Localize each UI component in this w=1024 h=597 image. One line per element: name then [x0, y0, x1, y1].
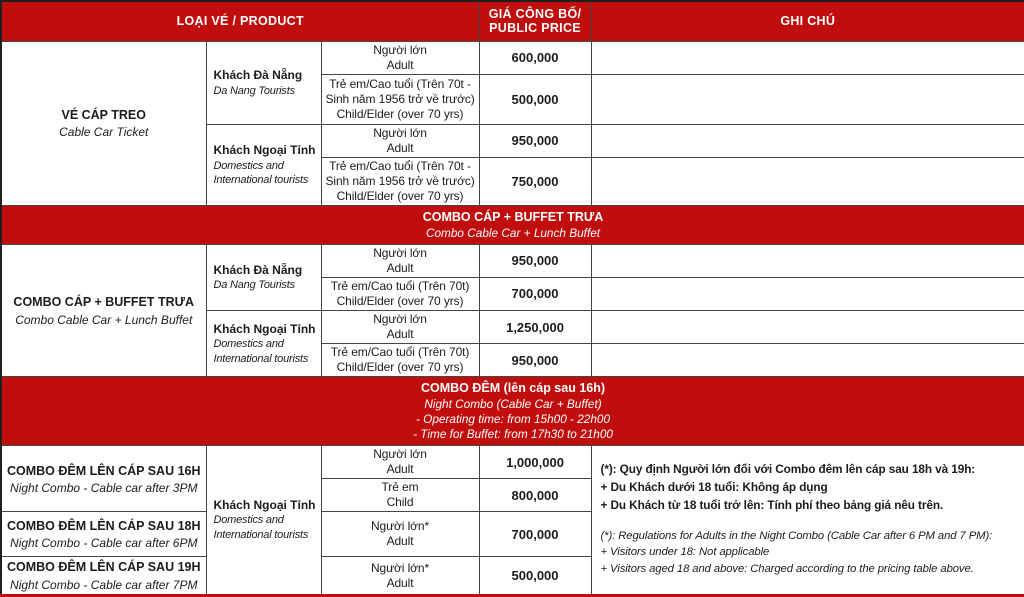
- ticket-type-line: Adult: [386, 462, 414, 477]
- ticket-type-cell: [321, 74, 479, 124]
- ticket-type-cell: [321, 41, 479, 74]
- header-notes: GHI CHÚ: [591, 1, 1024, 41]
- note-empty-cell: [591, 344, 1024, 377]
- price-cell: 700,000: [479, 277, 591, 310]
- band-buffet-time: - Time for Buffet: from 17h30 to 21h00: [413, 426, 613, 441]
- group-label-en: International tourists: [213, 353, 309, 366]
- section-night-16h-title: [1, 446, 206, 512]
- ticket-type-line: Adult: [386, 327, 414, 342]
- ticket-type-cell: [321, 344, 479, 377]
- price-cell: 500,000: [479, 74, 591, 124]
- note-empty-cell: [591, 74, 1024, 124]
- price-cell: 750,000: [479, 157, 591, 205]
- note-empty-cell: [591, 311, 1024, 344]
- band-combo-lunch: [1, 206, 1024, 244]
- group-other-tourists: [206, 446, 321, 596]
- section-cable-car-title: [1, 41, 206, 206]
- group-label-en: International tourists: [213, 174, 309, 187]
- notes-cell: [591, 446, 1024, 596]
- ticket-type-cell: [321, 311, 479, 344]
- price-cell: 950,000: [479, 124, 591, 157]
- note-vn-line: (*): Quy định Người lớn đối với Combo đêm lên cáp sau 18h và 19h:: [600, 462, 976, 477]
- ticket-type-cell: [321, 157, 479, 205]
- price-cell: 1,250,000: [479, 311, 591, 344]
- night-combo-title-vn: COMBO ĐÊM LÊN CÁP SAU 16H: [6, 463, 201, 478]
- group-label-vn: Khách Ngoại Tỉnh: [213, 142, 316, 157]
- night-combo-title-vn: COMBO ĐÊM LÊN CÁP SAU 19H: [6, 560, 201, 575]
- price-cell: 950,000: [479, 244, 591, 277]
- group-other-tourists: [206, 124, 321, 206]
- section-combo-lunch-title: [1, 244, 206, 377]
- group-label-vn: Khách Ngoại Tỉnh: [213, 497, 316, 512]
- header-product: LOẠI VÉ / PRODUCT: [1, 1, 479, 41]
- group-danang-tourists: [206, 41, 321, 124]
- band-operating-time: - Operating time: from 15h00 - 22h00: [415, 411, 611, 426]
- note-vn-line: + Du Khách từ 18 tuổi trở lên: Tính phí theo bảng giá nêu trên.: [600, 497, 944, 512]
- ticket-type-line: Sinh năm 1956 trở về trước): [325, 174, 475, 189]
- group-label-vn: Khách Đà Nẵng: [213, 67, 303, 82]
- band-title-en: Combo Cable Car + Lunch Buffet: [425, 225, 601, 240]
- price-cell: 600,000: [479, 41, 591, 74]
- ticket-type-line: Adult: [386, 57, 414, 72]
- group-label-vn: Khách Ngoại Tỉnh: [213, 321, 316, 336]
- group-label-en: Da Nang Tourists: [213, 279, 295, 292]
- note-en-line: + Visitors under 18: Not applicable: [600, 546, 770, 559]
- ticket-type-line: Người lớn: [373, 447, 427, 462]
- price-cell: 700,000: [479, 512, 591, 557]
- note-empty-cell: [591, 124, 1024, 157]
- note-en-line: (*): Regulations for Adults in the Night Combo (Cable Car after 6 PM and 7 PM):: [600, 529, 993, 542]
- ticket-type-line: Adult: [386, 575, 414, 590]
- ticket-type-line: Người lớn*: [370, 519, 430, 534]
- section-band-row: [1, 377, 1024, 446]
- ticket-type-line: Người lớn: [373, 245, 427, 260]
- night-combo-title-en: Night Combo - Cable car after 7PM: [10, 577, 198, 592]
- ticket-type-cell: [321, 557, 479, 595]
- price-cell: 500,000: [479, 557, 591, 595]
- combo-lunch-title-vn: COMBO CÁP + BUFFET TRƯA: [13, 295, 195, 310]
- section-band-row: [1, 206, 1024, 244]
- table-row: [1, 446, 1024, 479]
- band-title-en: Night Combo (Cable Car + Buffet): [424, 396, 602, 411]
- price-cell: 950,000: [479, 344, 591, 377]
- ticket-type-line: Child: [386, 495, 414, 510]
- cable-car-title-en: Cable Car Ticket: [59, 125, 149, 140]
- ticket-type-line: Trẻ em: [381, 480, 419, 495]
- group-other-tourists: [206, 311, 321, 377]
- group-danang-tourists: [206, 244, 321, 310]
- ticket-type-line: Người lớn: [373, 125, 427, 140]
- ticket-type-cell: [321, 277, 479, 310]
- ticket-type-line: Người lớn: [373, 312, 427, 327]
- price-cell: 800,000: [479, 479, 591, 512]
- ticket-type-cell: [321, 244, 479, 277]
- section-night-19h-title: [1, 557, 206, 595]
- ticket-type-line: Trẻ em/Cao tuổi (Trên 70t -: [329, 158, 471, 173]
- header-price-line1: GIÁ CÔNG BỐ/: [488, 7, 582, 22]
- ticket-type-line: Người lớn*: [370, 560, 430, 575]
- ticket-type-line: Người lớn: [373, 42, 427, 57]
- ticket-type-cell: [321, 512, 479, 557]
- section-night-18h-title: [1, 512, 206, 557]
- note-empty-cell: [591, 157, 1024, 205]
- group-label-en: Da Nang Tourists: [213, 84, 295, 97]
- ticket-type-line: Child/Elder (over 70 yrs): [336, 189, 464, 204]
- ticket-type-cell: [321, 124, 479, 157]
- header-price-line2: PUBLIC PRICE: [489, 21, 581, 36]
- ticket-type-line: Trẻ em/Cao tuổi (Trên 70t): [330, 278, 470, 293]
- ticket-type-cell: [321, 479, 479, 512]
- group-label-en: Domestics and: [213, 159, 284, 172]
- note-vn-line: + Du Khách dưới 18 tuổi: Không áp dụng: [600, 480, 828, 495]
- ticket-type-line: Child/Elder (over 70 yrs): [336, 293, 464, 308]
- night-combo-title-vn: COMBO ĐÊM LÊN CÁP SAU 18H: [6, 519, 201, 534]
- night-combo-title-en: Night Combo - Cable car after 3PM: [10, 480, 198, 495]
- note-gap: [601, 515, 1019, 528]
- band-night-combo: [1, 377, 1024, 446]
- ticket-type-line: Adult: [386, 534, 414, 549]
- band-title-vn: COMBO CÁP + BUFFET TRƯA: [422, 210, 604, 225]
- combo-lunch-title-en: Combo Cable Car + Lunch Buffet: [15, 312, 193, 327]
- ticket-type-line: Adult: [386, 140, 414, 155]
- group-label-en: Domestics and: [213, 338, 284, 351]
- table-row: [1, 41, 1024, 74]
- note-empty-cell: [591, 244, 1024, 277]
- cable-car-title-vn: VÉ CÁP TREO: [61, 108, 146, 123]
- night-combo-title-en: Night Combo - Cable car after 6PM: [10, 536, 198, 551]
- note-en-line: + Visitors aged 18 and above: Charged according to the pricing table above.: [600, 563, 974, 576]
- band-title-vn: COMBO ĐÊM (lên cáp sau 16h): [420, 381, 606, 396]
- ticket-type-line: Child/Elder (over 70 yrs): [336, 360, 464, 375]
- ticket-type-line: Trẻ em/Cao tuổi (Trên 70t): [330, 345, 470, 360]
- price-cell: 1,000,000: [479, 446, 591, 479]
- ticket-type-line: Sinh năm 1956 trở về trước): [325, 91, 475, 106]
- ticket-type-cell: [321, 446, 479, 479]
- note-empty-cell: [591, 41, 1024, 74]
- ticket-type-line: Adult: [386, 260, 414, 275]
- note-empty-cell: [591, 277, 1024, 310]
- group-label-en: Domestics and: [213, 514, 284, 527]
- header-row: [1, 1, 1024, 41]
- table-row: [1, 244, 1024, 277]
- header-public-price: [479, 1, 591, 41]
- group-label-en: International tourists: [213, 529, 309, 542]
- ticket-type-line: Trẻ em/Cao tuổi (Trên 70t -: [329, 76, 471, 91]
- group-label-vn: Khách Đà Nẵng: [213, 262, 303, 277]
- ticket-type-line: Child/Elder (over 70 yrs): [336, 106, 464, 121]
